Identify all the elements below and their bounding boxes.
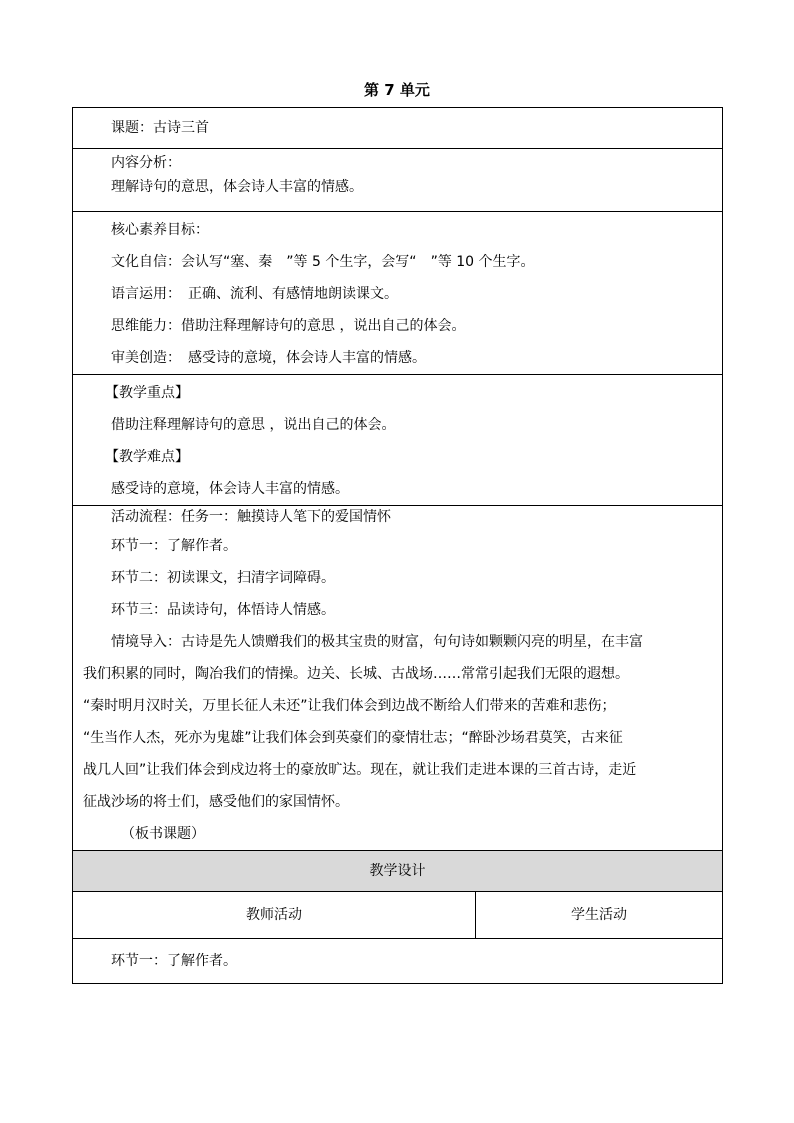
focus-text: 借助注释理解诗句的意思 ，说出自己的体会。 bbox=[111, 417, 396, 433]
focus-heading: 【教学重点】 bbox=[105, 385, 189, 401]
key-points-row bbox=[73, 375, 723, 506]
core-goals-row bbox=[73, 212, 723, 375]
goal-aesthetic: 审美创造： 感受诗的意境，体会诗人丰富的情感。 bbox=[111, 350, 426, 366]
intro-line: “秦时明月汉时关，万里长征人未还”让我们体会到边战不断给人们带来的苦难和悲伤； bbox=[83, 698, 616, 714]
activity-step-1: 环节一：了解作者。 bbox=[111, 538, 237, 554]
goal-thinking: 思维能力：借助注释理解诗句的意思 ，说出自己的体会。 bbox=[111, 318, 466, 334]
activity-row bbox=[73, 506, 723, 851]
content-analysis-text: 理解诗句的意思，体会诗人丰富的情感。 bbox=[111, 179, 363, 195]
intro-line: 战几人回”让我们体会到戍边将士的豪放旷达。现在，就让我们走进本课的三首古诗，走近 bbox=[83, 762, 637, 778]
design-step-1: 环节一：了解作者。 bbox=[111, 953, 237, 969]
goal-language: 语言运用： 正确、流利、有感情地朗读课文。 bbox=[111, 286, 398, 302]
difficulty-text: 感受诗的意境，体会诗人丰富的情感。 bbox=[111, 481, 349, 497]
lesson-topic: 课题：古诗三首 bbox=[111, 120, 209, 136]
activity-step-3: 环节三：品读诗句，体悟诗人情感。 bbox=[111, 602, 335, 618]
design-first-row bbox=[73, 939, 723, 984]
lesson-plan-table bbox=[72, 107, 723, 984]
board-note: （板书课题） bbox=[121, 826, 205, 842]
core-goals-heading: 核心素养目标： bbox=[111, 222, 209, 238]
student-activity-header: 学生活动 bbox=[476, 892, 723, 939]
activity-step-2: 环节二：初读课文，扫清字词障碍。 bbox=[111, 570, 335, 586]
intro-line: “生当作人杰，死亦为鬼雄”让我们体会到英豪们的豪情壮志；“醉卧沙场君莫笑，古来征 bbox=[83, 730, 623, 746]
intro-line: 我们积累的同时，陶冶我们的情操。边关、长城、古战场……常常引起我们无限的遐想。 bbox=[83, 666, 629, 682]
intro-line: 情境导入：古诗是先人馈赠我们的极其宝贵的财富，句句诗如颗颗闪亮的明星，在丰富 bbox=[111, 634, 643, 650]
goal-cultural: 文化自信：会认写“塞、秦 ”等 5 个生字，会写“ ”等 10 个生字。 bbox=[111, 254, 535, 270]
page-title: 第 7 单元 bbox=[364, 81, 430, 99]
intro-line: 征战沙场的将士们，感受他们的家国情怀。 bbox=[83, 794, 349, 810]
activity-flow: 活动流程：任务一：触摸诗人笔下的爱国情怀 bbox=[111, 509, 391, 525]
design-header-row bbox=[73, 851, 723, 892]
situation-intro bbox=[73, 626, 722, 818]
content-analysis-row bbox=[73, 149, 723, 212]
design-header: 教学设计 bbox=[73, 851, 723, 892]
difficulty-heading: 【教学难点】 bbox=[105, 449, 189, 465]
design-columns-row bbox=[73, 892, 723, 939]
teacher-activity-header: 教师活动 bbox=[73, 892, 476, 939]
content-analysis-heading: 内容分析： bbox=[111, 155, 181, 171]
topic-row bbox=[73, 108, 723, 149]
